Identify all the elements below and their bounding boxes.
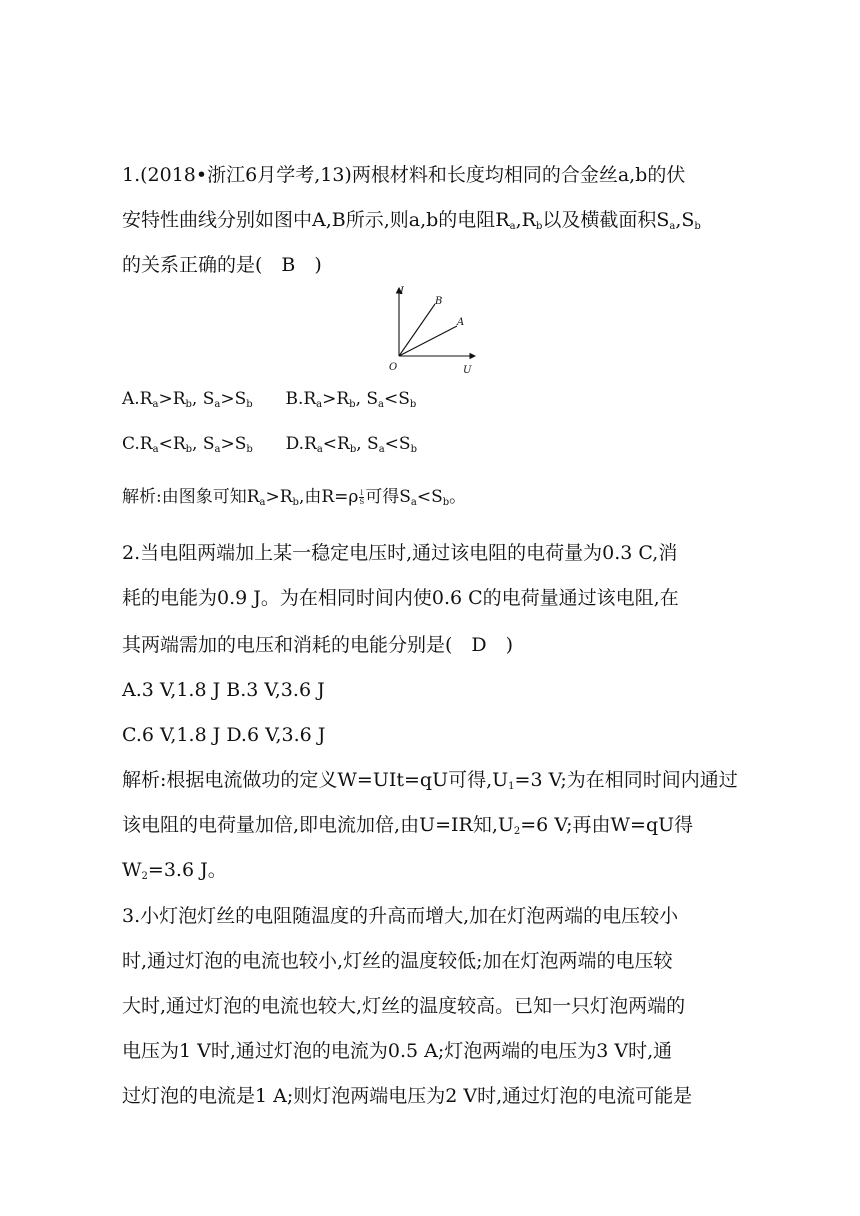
q2-line-3: 其两端需加的电压和消耗的电能分别是( D ) <box>122 634 514 656</box>
q2-analysis-line-3: $W_2=3.6$ J。 <box>122 859 227 882</box>
x-axis-label: U <box>463 365 472 376</box>
line-a-label: A <box>457 317 465 328</box>
q1-option-c: $C.R_a<R_b$, $S_a>S_b$ <box>122 434 253 455</box>
q2-analysis-line-1: 解析:根据电流做功的定义W=UIt=qU可得$,U_1=3$ V;为在相同时间内通过 <box>122 769 738 792</box>
q2-options-row-2: C.6 V,1.8 J D.6 V,3.6 J <box>122 724 326 746</box>
q2-analysis-line-2: 该电阻的电荷量加倍,即电流加倍,由U=IR知$,U_2=6$ V;再由W=qU得 <box>122 814 694 837</box>
q3-line-4: 电压为1 V时,通过灯泡的电流为0.5 A;灯泡两端的电压为3 V时,通 <box>122 1040 673 1062</box>
q1-analysis: 解析:由图象可知$R_a>R_b$,由R=ρ $\frac{l}{S}$ 可得$S_a<S_b$。 <box>122 487 467 508</box>
q3-line-2: 时,通过灯泡的电流也较小,灯丝的温度较低;加在灯泡两端的电压较 <box>122 950 673 972</box>
q1-option-d: $D.R_a<R_b$, $S_a<S_b$ <box>285 434 417 455</box>
q1-line-3: 的关系正确的是( B ) <box>122 254 322 276</box>
q3-line-5: 过灯泡的电流是1 A;则灯泡两端电压为2 V时,通过灯泡的电流可能是 <box>122 1085 693 1107</box>
q1-options-row-2 <box>122 432 417 456</box>
line-b <box>399 304 435 356</box>
resistance-fraction: $\frac{l}{S}$ <box>359 489 365 506</box>
q2-line-2: 耗的电能为0.9 J。为在相同时间内使0.6 C的电荷量通过该电阻,在 <box>122 587 679 609</box>
q2-options-row-1: A.3 V,1.8 J B.3 V,3.6 J <box>122 679 325 701</box>
origin-label: O <box>389 362 398 373</box>
y-axis-label: I <box>400 286 404 297</box>
line-a <box>399 326 457 356</box>
line-b-label: B <box>435 296 443 307</box>
q1-line-1: 1.(2018•浙江6月学考,13)两根材料和长度均相同的合金丝a,b的伏 <box>122 164 686 186</box>
q1-option-b: $B.R_a>R_b$, $S_a<S_b$ <box>285 389 417 410</box>
q2-line-1: 2.当电阻两端加上某一稳定电压时,通过该电阻的电荷量为0.3 C,消 <box>122 542 678 564</box>
q1-line-2: 安特性曲线分别如图中A,B所示,则a,b的电阻$R_a,R_b$以及横截面积$S_a,S_b$ <box>122 209 701 232</box>
q3-line-1: 3.小灯泡灯丝的电阻随温度的升高而增大,加在灯泡两端的电压较小 <box>122 905 679 927</box>
q3-line-3: 大时,通过灯泡的电流也较大,灯丝的温度较高。已知一只灯泡两端的 <box>122 995 686 1017</box>
q1-option-a: $A.R_a>R_b$, $S_a>S_b$ <box>122 389 253 410</box>
q1-options-row-1 <box>122 387 416 411</box>
iu-graph <box>385 282 485 378</box>
